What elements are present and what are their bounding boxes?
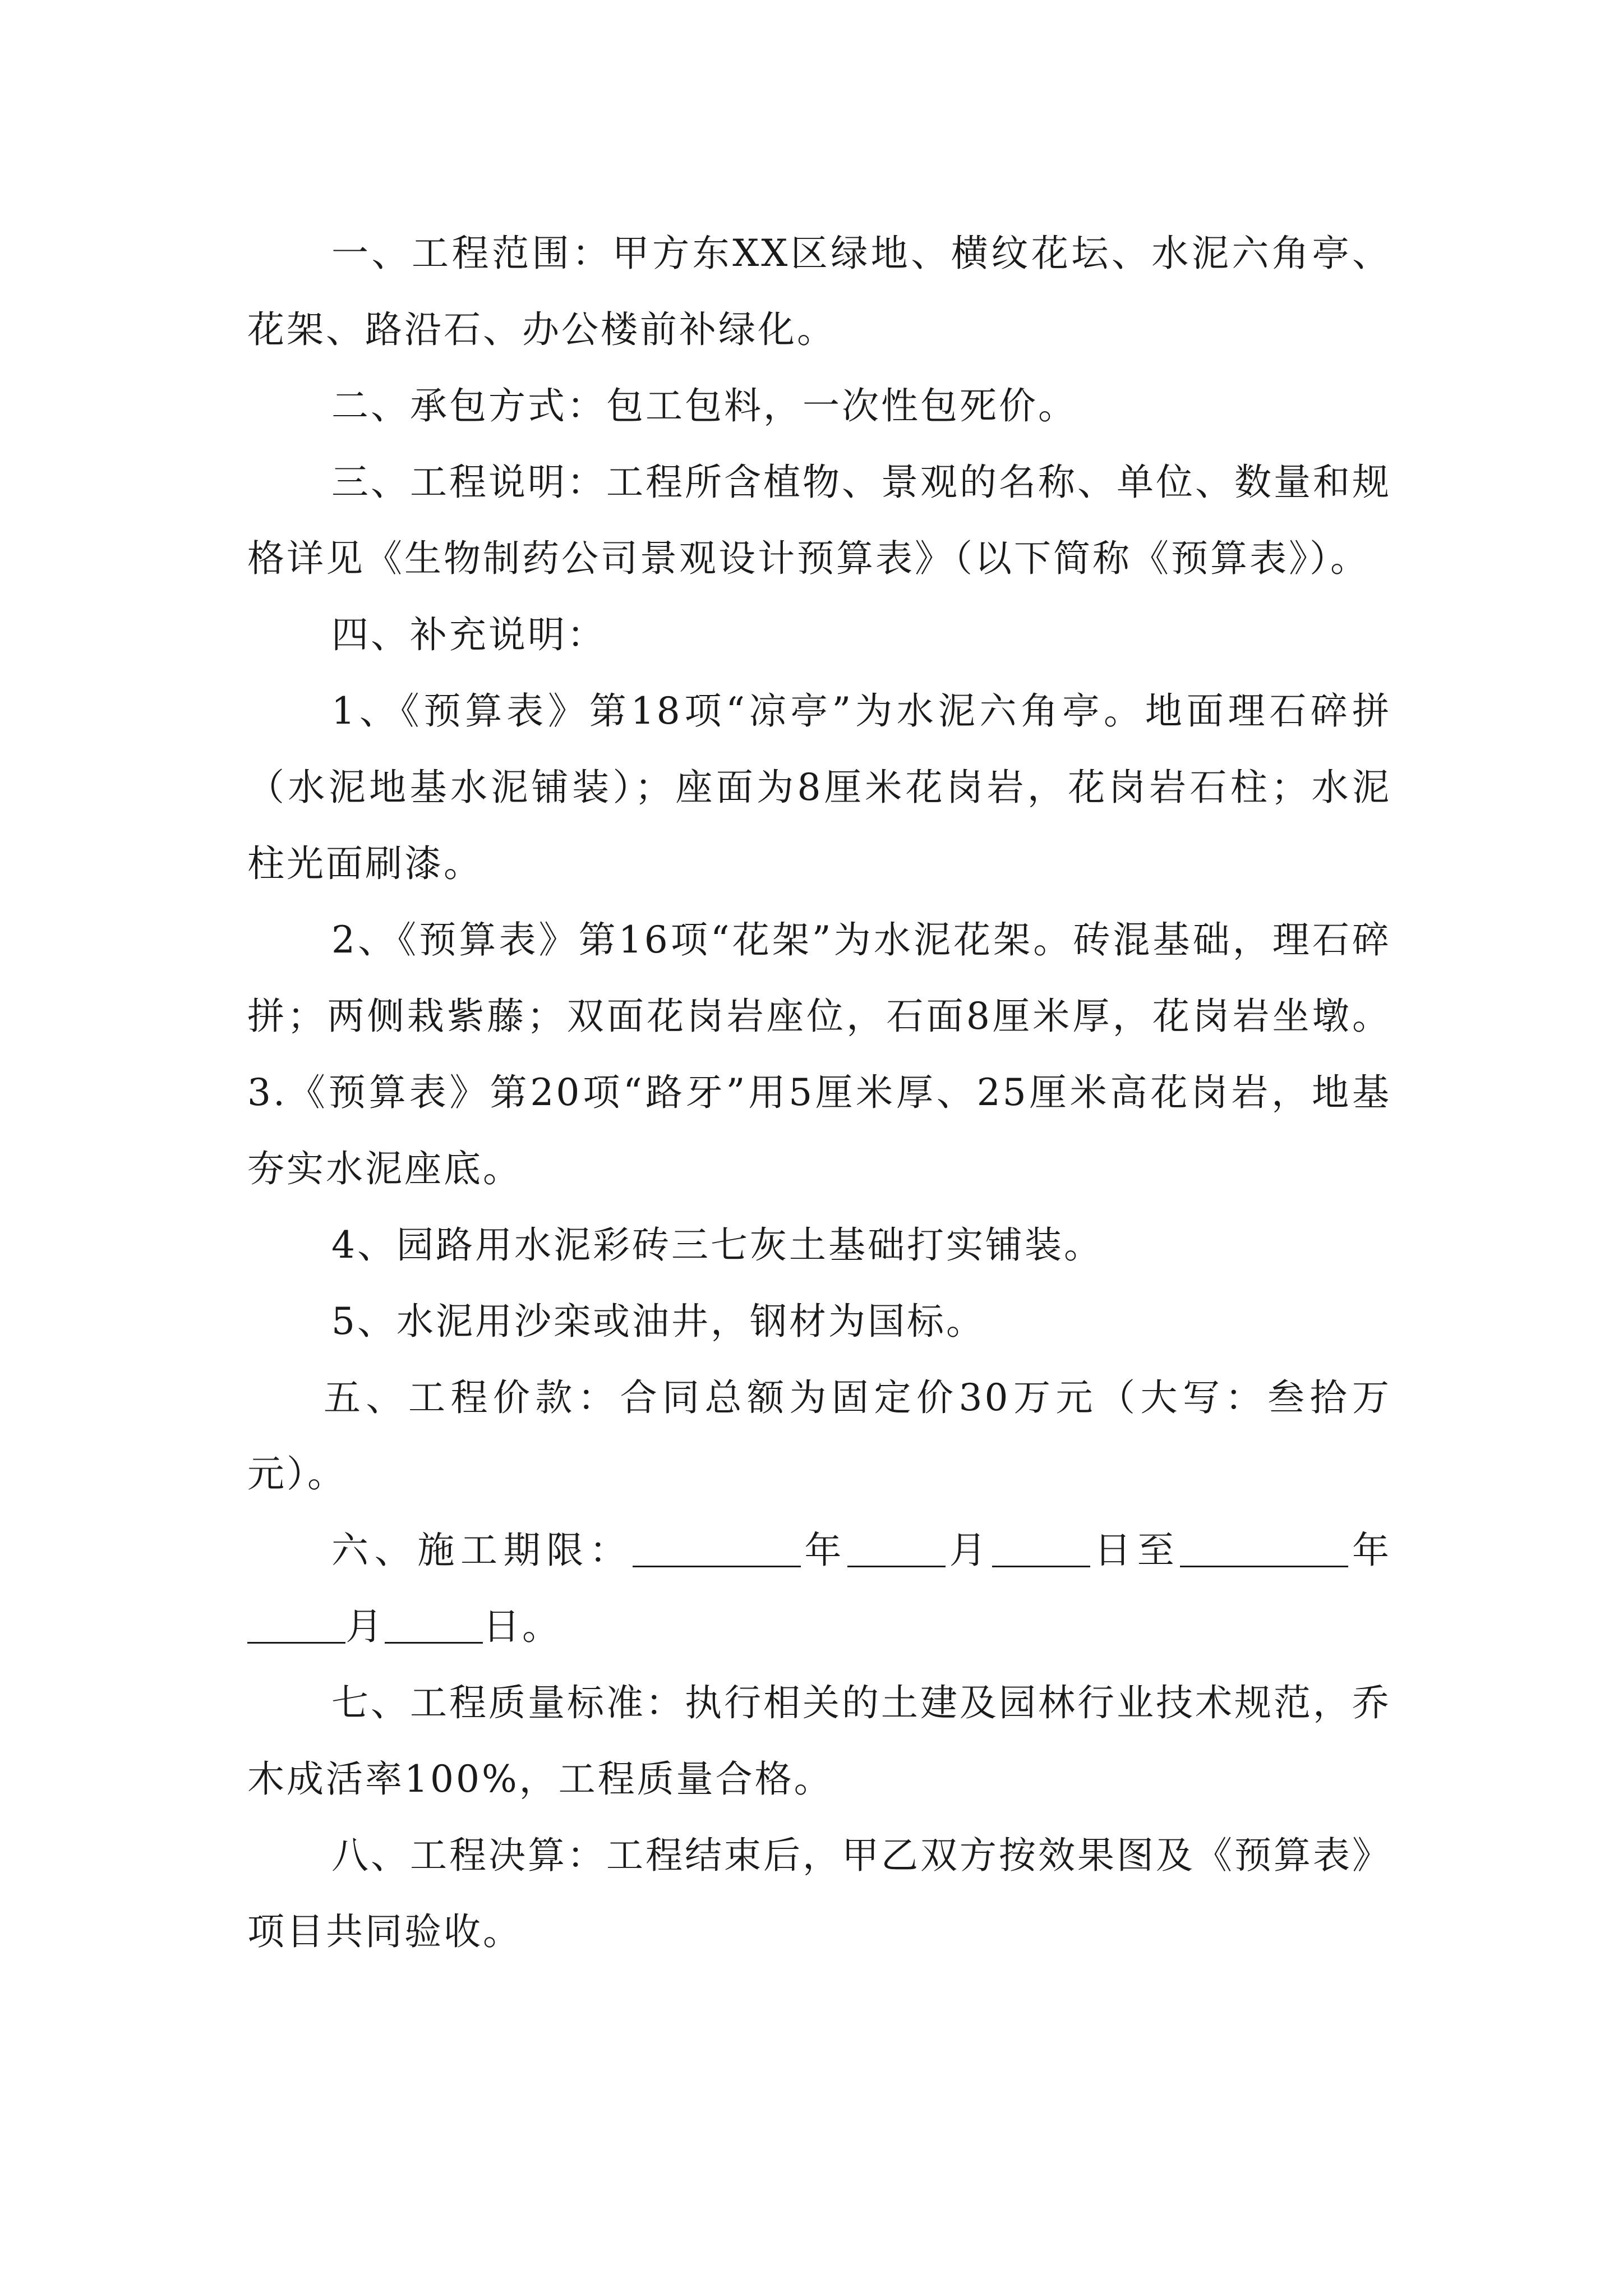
end-day-blank bbox=[385, 1603, 483, 1644]
end-day-label: 日。 bbox=[483, 1605, 561, 1648]
paragraph-scope: 一、工程范围：甲方东XX区绿地、横纹花坛、水泥六角亭、花架、路沿石、办公楼前补绿化。 bbox=[247, 232, 1391, 351]
paragraph-supplement-1: 1、《预算表》第18项“凉亭”为水泥六角亭。地面理石碎拼（水泥地基水泥铺装）；座面为8厘米花岗岩，花岗岩石柱；水泥柱光面刷漆。 bbox=[247, 689, 1391, 885]
paragraph-price: 五、工程价款：合同总额为固定价30万元（大写：叁拾万元）。 bbox=[247, 1376, 1391, 1496]
paragraph-supplement-4: 4、园路用水泥彩砖三七灰土基础打实铺装。 bbox=[331, 1223, 1103, 1267]
start-day-blank bbox=[992, 1526, 1090, 1567]
end-year-label: 年 bbox=[1348, 1529, 1392, 1572]
end-month-blank bbox=[247, 1603, 345, 1644]
start-month-blank bbox=[847, 1526, 946, 1567]
paragraph-supplement-5: 5、水泥用沙栾或油井，钢材为国标。 bbox=[331, 1300, 985, 1343]
paragraph-contract-method: 二、承包方式：包工包料，一次性包死价。 bbox=[331, 384, 1077, 427]
start-day-label: 日至 bbox=[1090, 1529, 1181, 1572]
paragraph-schedule bbox=[247, 1512, 1391, 1665]
end-year-blank bbox=[1180, 1526, 1348, 1567]
schedule-prefix: 六、施工期限： bbox=[331, 1529, 633, 1572]
paragraph-final-settlement: 八、工程决算：工程结束后，甲乙双方按效果图及《预算表》项目共同验收。 bbox=[247, 1834, 1391, 1953]
document-body bbox=[247, 215, 1391, 1970]
paragraph-supplement-2: 2、《预算表》第16项“花架”为水泥花架。砖混基础，理石碎拼；两侧栽紫藤；双面花岗岩座位，石面8厘米厚，花岗岩坐墩。3.《预算表》第20项“路牙”用5厘米厚、25厘米高花岗岩，地基夯实水泥座底。 bbox=[247, 918, 1391, 1190]
paragraph-quality-standard: 七、工程质量标准：执行相关的土建及园林行业技术规范，乔木成活率100%，工程质量合格。 bbox=[247, 1681, 1391, 1801]
start-year-blank bbox=[633, 1526, 801, 1567]
start-month-label: 月 bbox=[946, 1529, 993, 1572]
paragraph-project-description: 三、工程说明：工程所含植物、景观的名称、单位、数量和规格详见《生物制药公司景观设计预算表》（以下简称《预算表》）。 bbox=[247, 461, 1391, 580]
paragraph-supplement-heading: 四、补充说明： bbox=[331, 613, 606, 656]
start-year-label: 年 bbox=[800, 1529, 848, 1572]
end-month-label: 月 bbox=[345, 1605, 385, 1648]
